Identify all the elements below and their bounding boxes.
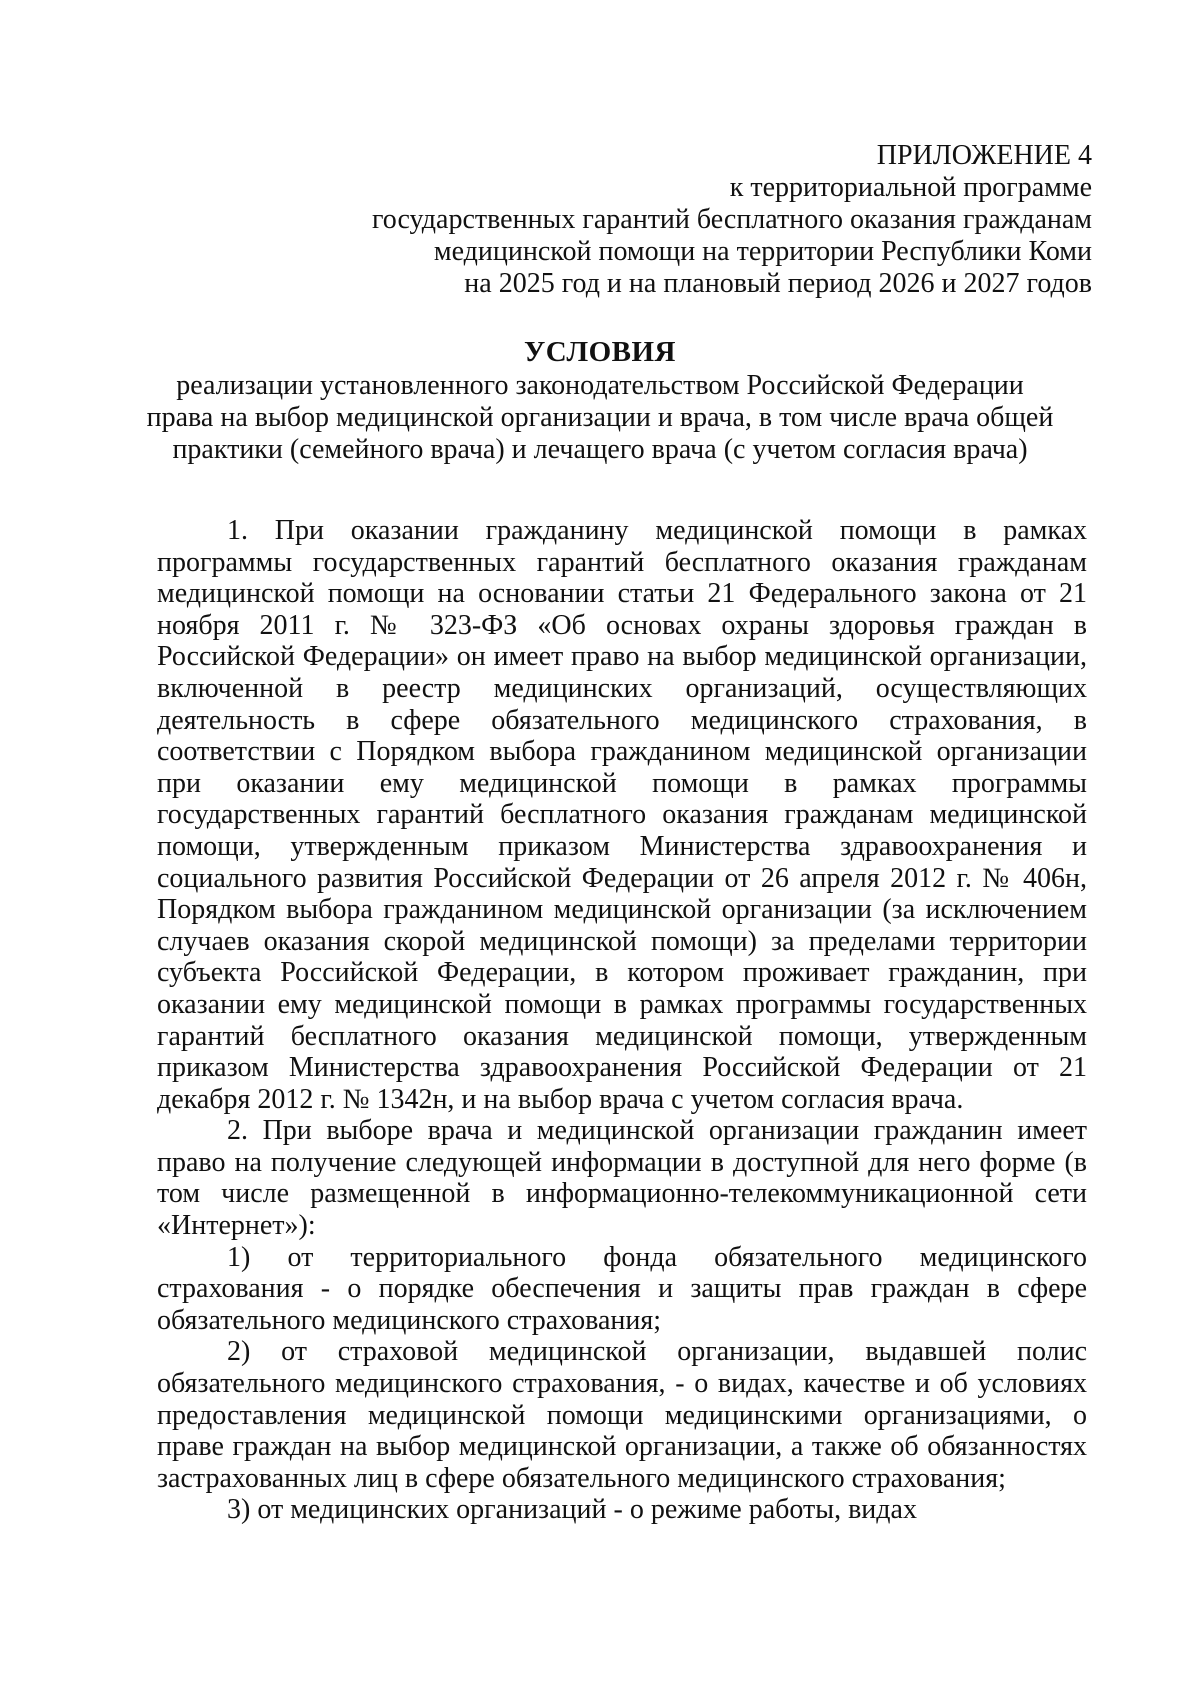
appendix-line: к территориальной программе <box>729 172 1092 203</box>
subtitle-line: реализации установленного законодательством Российской Федерации <box>176 370 1024 401</box>
list-item-2: 2) от страховой медицинской организации, выдавшей полис обязательного медицинского страхования, - о видах, качестве и об условиях предоставления медицинской помощи медицинскими организациями, о праве граждан на выбор медицинской организации, а также об обязанностях застрахованных лиц в сфере обязательного медицинского страхования; <box>157 1336 1087 1494</box>
document-body <box>157 515 1087 1526</box>
appendix-number: ПРИЛОЖЕНИЕ 4 <box>876 140 1092 171</box>
document-title-block <box>130 334 1070 466</box>
appendix-line: медицинской помощи на территории Республики Коми <box>433 236 1092 267</box>
document-heading: УСЛОВИЯ <box>523 336 676 368</box>
appendix-header <box>192 140 1092 300</box>
subtitle-line: права на выбор медицинской организации и врача, в том числе врача общей <box>146 402 1054 433</box>
paragraph-1: 1. При оказании гражданину медицинской помощи в рамках программы государственных гарантий бесплатного оказания гражданам медицинской помощи на основании статьи 21 Федерального закона от 21 ноября 2011 г. № 323-ФЗ «Об основах охраны здоровья граждан в Российской Федерации» он имеет право на выбор медицинской организации, включенной в реестр медицинских организаций, осуществляющих деятельность в сфере обязательного медицинского страхования, в соответствии с Порядком выбора гражданином медицинской организации при оказании ему медицинской помощи в рамках программы государственных гарантий бесплатного оказания гражданам медицинской помощи, утвержденным приказом Министерства здравоохранения и социального развития Российской Федерации от 26 апреля 2012 г. № 406н, Порядком выбора гражданином медицинской организации (за исключением случаев оказания скорой медицинской помощи) за пределами территории субъекта Российской Федерации, в котором проживает гражданин, при оказании ему медицинской помощи в рамках программы государственных гарантий бесплатного оказания медицинской помощи, утвержденным приказом Министерства здравоохранения Российской Федерации от 21 декабря 2012 г. № 1342н, и на выбор врача с учетом согласия врача. <box>157 515 1087 1115</box>
paragraph-2: 2. При выборе врача и медицинской организации гражданин имеет право на получение следующей информации в доступной для него форме (в том числе размещенной в информационно-телекоммуникационной сети «Интернет»): <box>157 1115 1087 1242</box>
subtitle-line: практики (семейного врача) и лечащего врача (с учетом согласия врача) <box>172 434 1028 465</box>
list-item-3: 3) от медицинских организаций - о режиме работы, видах <box>227 1494 917 1526</box>
appendix-line: на 2025 год и на плановый период 2026 и 2027 годов <box>464 268 1092 299</box>
list-item-1: 1) от территориального фонда обязательного медицинского страхования - о порядке обеспечения и защиты прав граждан в сфере обязательного медицинского страхования; <box>157 1241 1087 1336</box>
appendix-line: государственных гарантий бесплатного оказания гражданам <box>371 204 1092 235</box>
